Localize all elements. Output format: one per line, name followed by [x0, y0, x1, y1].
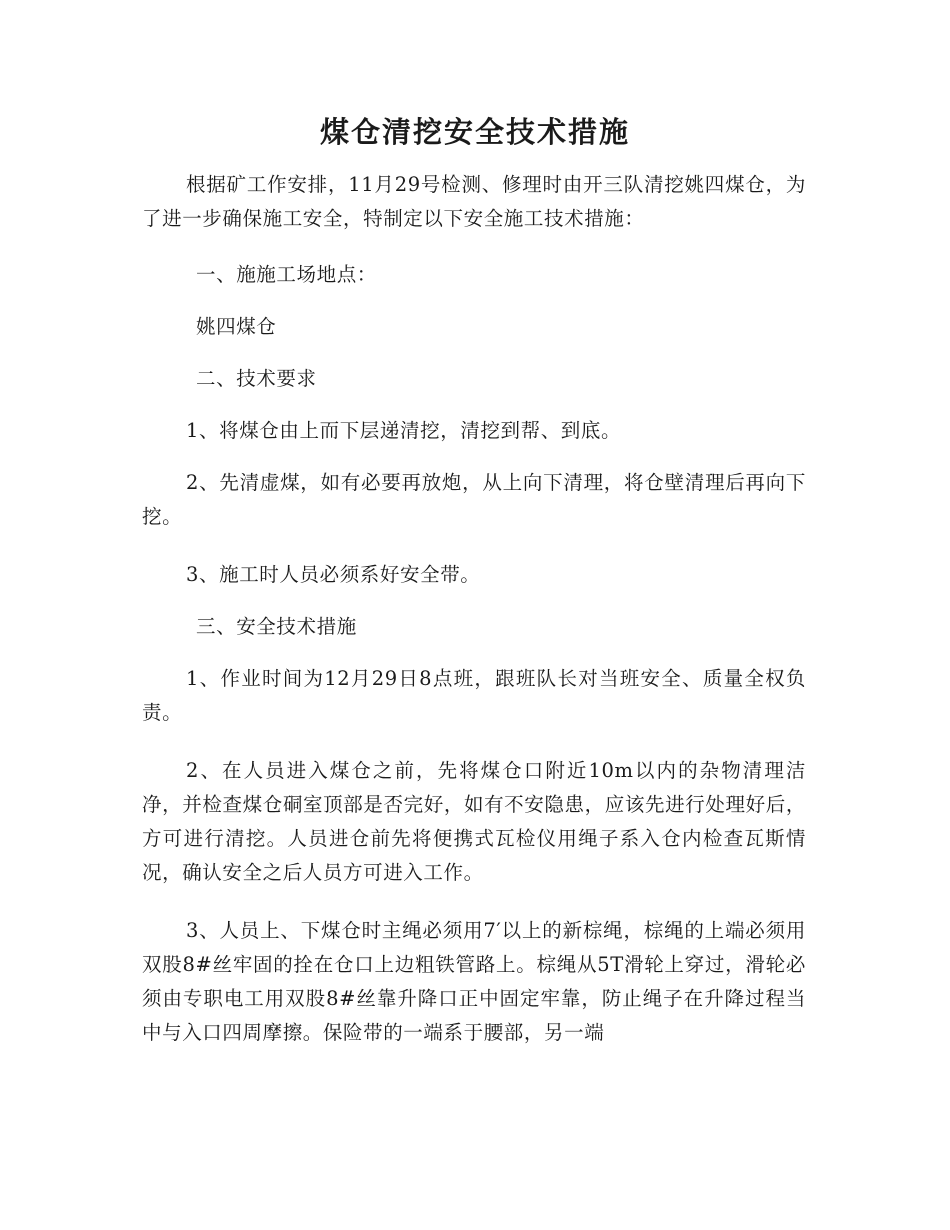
intro-paragraph: 根据矿工作安排，11月29号检测、修理时由开三队清挖姚四煤仓，为了进一步确保施工安全，特制定以下安全施工技术措施： — [142, 173, 806, 230]
section-heading-site: 一、施施工场地点： — [196, 263, 377, 286]
site-name-paragraph: 姚四煤仓 — [196, 315, 277, 338]
requirement-item-1: 1、将煤仓由上而下层递清挖，清挖到帮、到底。 — [186, 419, 622, 442]
safety-item-3: 3、人员上、下煤仓时主绳必须用7′以上的新棕绳，棕绳的上端必须用双股8#丝牢固的拴在仓口上边粗铁管路上。棕绳从5T滑轮上穿过，滑轮必须由专职电工用双股8#丝靠升降口正中固定牢靠，防止绳子在升降过程当中与入口四周摩擦。保险带的一端系于腰部，另一端 — [142, 919, 806, 1044]
requirement-item-2: 2、先清虚煤，如有必要再放炮，从上向下清理，将仓壁清理后再向下挖。 — [142, 471, 806, 528]
safety-item-2: 2、在人员进入煤仓之前，先将煤仓口附近10m以内的杂物清理洁净，并检查煤仓硐室顶部是否完好，如有不安隐患，应该先进行处理好后，方可进行清挖。人员进仓前先将便携式瓦检仪用绳子系入仓内检查瓦斯情况，确认安全之后人员方可进入工作。 — [142, 759, 806, 884]
section-heading-requirements: 二、技术要求 — [196, 367, 317, 390]
section-heading-safety: 三、安全技术措施 — [196, 615, 357, 638]
safety-item-1: 1、作业时间为12月29日8点班，跟班队长对当班安全、质量全权负责。 — [142, 667, 806, 724]
document-title: 煤仓清挖安全技术措施 — [319, 115, 630, 149]
requirement-item-3: 3、施工时人员必须系好安全带。 — [186, 563, 481, 586]
